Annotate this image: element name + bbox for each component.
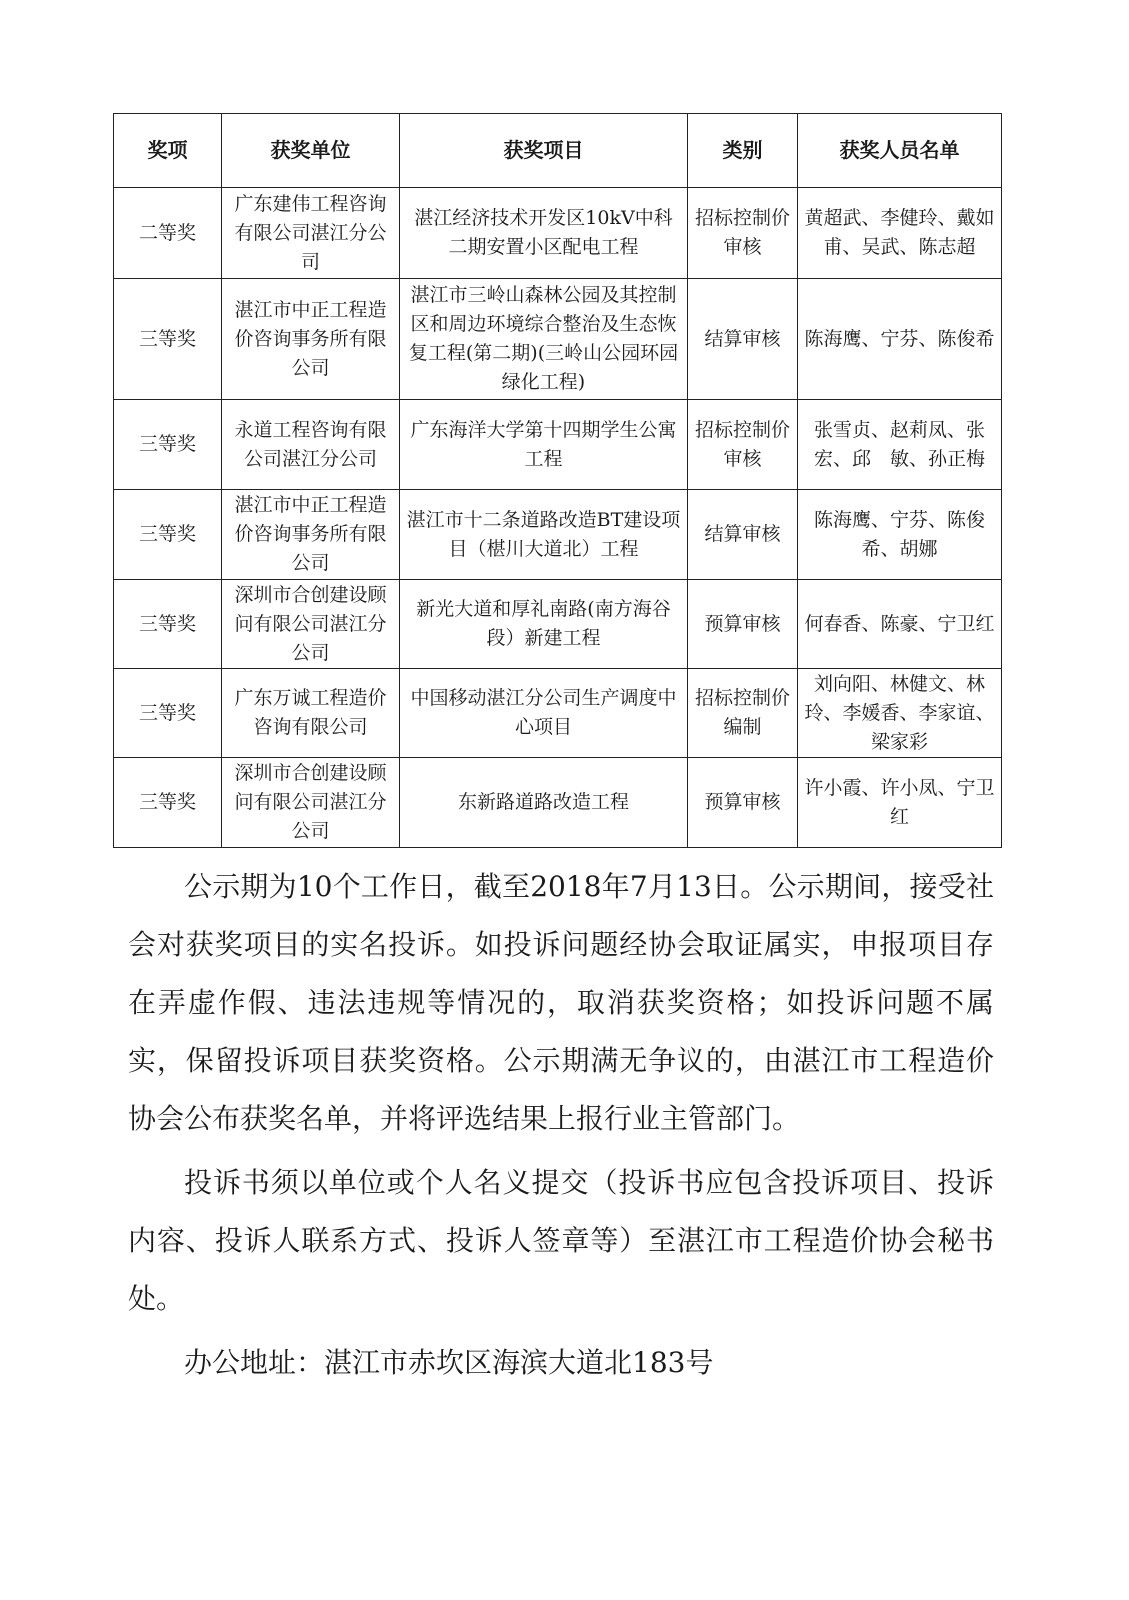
award-cell: 三等奖 [114, 400, 222, 490]
award-cell: 二等奖 [114, 188, 222, 279]
category-cell: 招标控制价编制 [688, 669, 798, 758]
project-cell: 湛江经济技术开发区10kV中科二期安置小区配电工程 [400, 188, 688, 279]
unit-cell: 永道工程咨询有限公司湛江分公司 [222, 400, 400, 490]
unit-cell: 广东万诚工程造价咨询有限公司 [222, 669, 400, 758]
office-address: 办公地址：湛江市赤坎区海滨大道北183号 [184, 1346, 714, 1379]
table-header-row [114, 114, 1002, 188]
category-cell: 结算审核 [688, 490, 798, 580]
project-cell: 湛江市三岭山森林公园及其控制区和周边环境综合整治及生态恢复工程(第二期)(三岭山公园环园绿化工程) [400, 279, 688, 400]
members-cell: 刘向阳、林健文、林玲、李媛香、李家谊、梁家彩 [798, 669, 1002, 758]
members-cell: 陈海鹰、宁芬、陈俊希、胡娜 [798, 490, 1002, 580]
category-cell: 预算审核 [688, 580, 798, 669]
category-cell: 结算审核 [688, 279, 798, 400]
members-cell: 黄超武、李健玲、戴如甫、吴武、陈志超 [798, 188, 1002, 279]
unit-cell: 深圳市合创建设顾问有限公司湛江分公司 [222, 758, 400, 848]
table-row [114, 758, 1002, 848]
members-cell: 张雪贞、赵莉凤、张 宏、邱 敏、孙正梅 [798, 400, 1002, 490]
members-cell: 许小霞、许小凤、宁卫红 [798, 758, 1002, 848]
unit-cell: 湛江市中正工程造价咨询事务所有限公司 [222, 490, 400, 580]
unit-cell: 湛江市中正工程造价咨询事务所有限公司 [222, 279, 400, 400]
award-cell: 三等奖 [114, 669, 222, 758]
members-cell: 何春香、陈豪、宁卫红 [798, 580, 1002, 669]
project-cell: 东新路道路改造工程 [400, 758, 688, 848]
unit-cell: 广东建伟工程咨询有限公司湛江分公司 [222, 188, 400, 279]
table-row [114, 490, 1002, 580]
project-cell: 湛江市十二条道路改造BT建设项目（椹川大道北）工程 [400, 490, 688, 580]
table-row [114, 669, 1002, 758]
table-row [114, 188, 1002, 279]
project-cell: 广东海洋大学第十四期学生公寓工程 [400, 400, 688, 490]
award-cell: 三等奖 [114, 758, 222, 848]
complaint-paragraph: 投诉书须以单位或个人名义提交（投诉书应包含投诉项目、投诉内容、投诉人联系方式、投诉人签章等）至湛江市工程造价协会秘书处。 [128, 1166, 994, 1315]
project-cell: 中国移动湛江分公司生产调度中心项目 [400, 669, 688, 758]
awards-table [113, 113, 1005, 848]
header-project: 获奖项目 [400, 114, 688, 188]
header-award: 奖项 [114, 114, 222, 188]
header-category: 类别 [688, 114, 798, 188]
project-cell: 新光大道和厚礼南路(南方海谷段）新建工程 [400, 580, 688, 669]
notice-paragraph: 公示期为10个工作日，截至2018年7月13日。公示期间，接受社会对获奖项目的实名投诉。如投诉问题经协会取证属实，申报项目存在弄虚作假、违法违规等情况的，取消获奖资格；如投诉问题不属实，保留投诉项目获奖资格。公示期满无争议的，由湛江市工程造价协会公布获奖名单，并将评选结果上报行业主管部门。 [128, 870, 994, 1135]
notice-body [128, 858, 994, 1392]
table-row [114, 580, 1002, 669]
table-row [114, 279, 1002, 400]
category-cell: 招标控制价审核 [688, 400, 798, 490]
header-members: 获奖人员名单 [798, 114, 1002, 188]
award-cell: 三等奖 [114, 580, 222, 669]
table-row [114, 400, 1002, 490]
category-cell: 预算审核 [688, 758, 798, 848]
members-cell: 陈海鹰、宁芬、陈俊希 [798, 279, 1002, 400]
unit-cell: 深圳市合创建设顾问有限公司湛江分公司 [222, 580, 400, 669]
award-cell: 三等奖 [114, 279, 222, 400]
award-cell: 三等奖 [114, 490, 222, 580]
category-cell: 招标控制价审核 [688, 188, 798, 279]
header-unit: 获奖单位 [222, 114, 400, 188]
